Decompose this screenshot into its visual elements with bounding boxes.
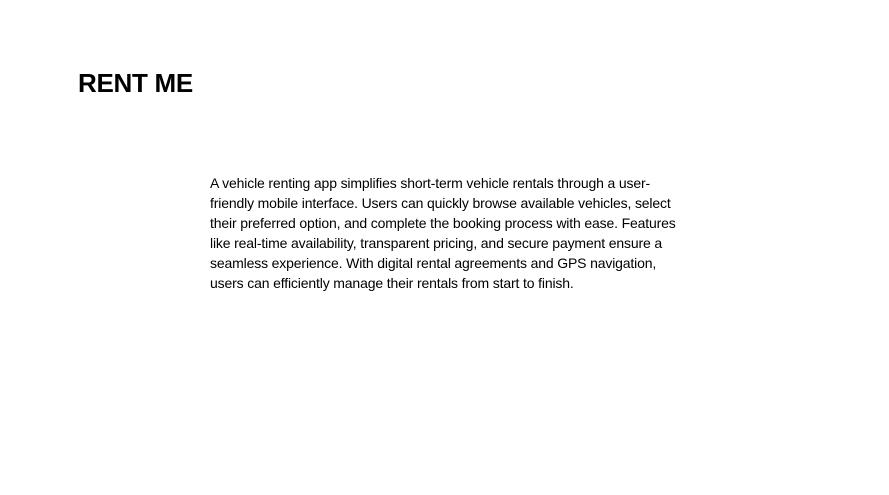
- slide-title: RENT ME: [78, 68, 193, 98]
- slide-body-text: A vehicle renting app simplifies short-term vehicle rentals through a user-friendly mobile interface. Users can quickly browse available vehicles, select their preferred option, and complete the booking process with ease. Features like real-time availability, transparent pricing, and secure payment ensure a seamless experience. With digital rental agreements and GPS navigation, users can efficiently manage their rentals from start to finish.: [210, 175, 676, 291]
